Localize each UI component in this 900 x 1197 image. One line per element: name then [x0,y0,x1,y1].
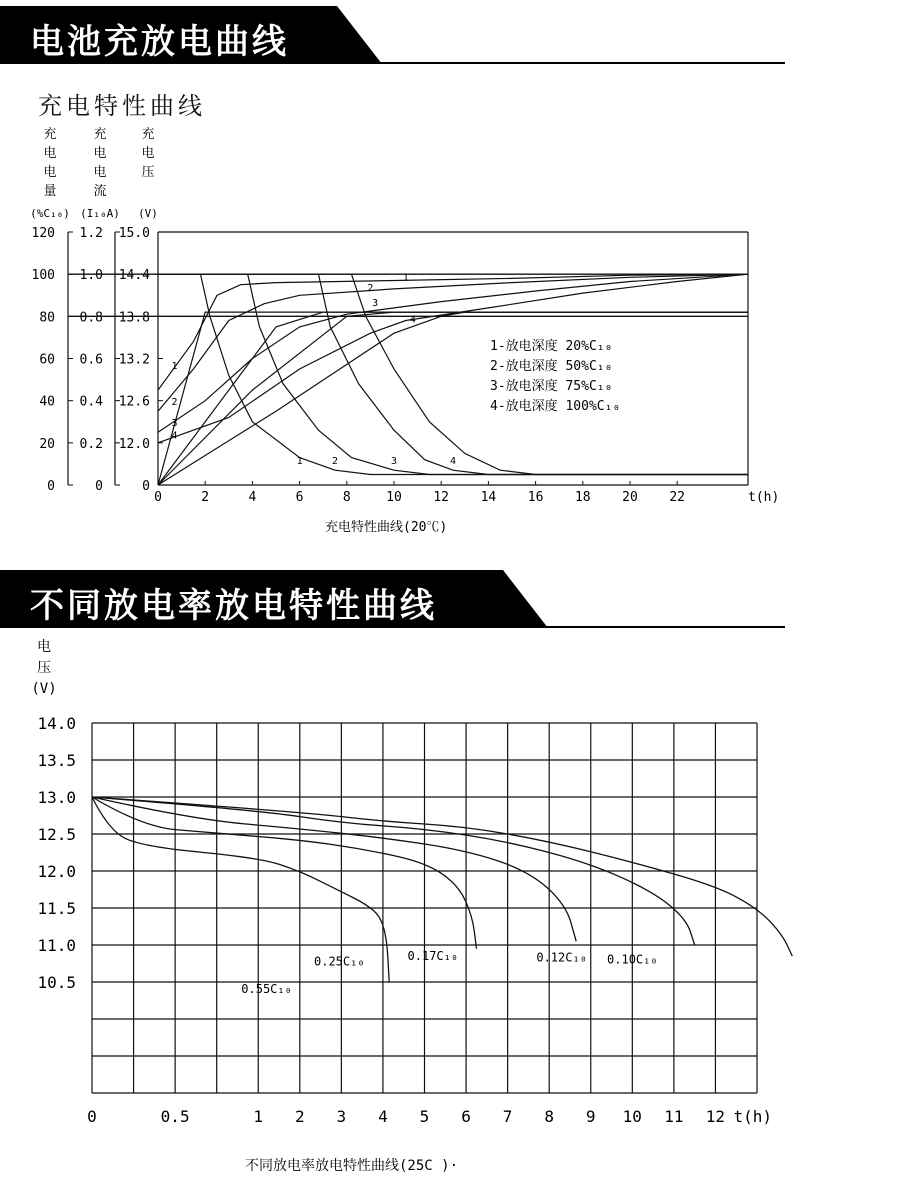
y-tick-label: 0.4 [79,394,103,410]
axis-header-char: 流 [93,184,107,199]
y-tick-label: 12.5 [37,825,76,844]
x-tick-label: 4 [248,490,257,505]
y-tick-label: 100 [31,268,55,284]
x-tick-label: 2 [201,490,210,505]
voltage-curve-4 [158,274,748,443]
x-tick-label: 10 [622,1107,642,1126]
x-tick-label: 11 [664,1107,684,1126]
axis-header-char: 充 [141,127,155,142]
discharge-chart [0,630,900,1185]
x-tick-label: 16 [527,490,544,505]
discharge-curve-4 [92,797,792,956]
y-tick-label: 15.0 [118,226,150,241]
x-tick-label: 2 [294,1107,305,1126]
axis-header-char: 电 [43,146,57,161]
axis-header-char: 充 [43,127,57,142]
x-tick-label: 8 [544,1107,555,1126]
section-banner-discharge [0,570,785,628]
section-title-discharge: 不同放电率放电特性曲线 [30,586,437,626]
axis-header-char: 充 [93,127,107,142]
voltage-curve-label: 3 [372,297,379,309]
discharge-curve-label: 0.12C₁₀ [536,950,587,965]
current-curve-2 [158,274,748,474]
discharge-curve-label: 0.10C₁₀ [607,952,658,967]
charge-chart-title: 充电特性曲线 [38,92,206,120]
discharge-curve-1 [92,797,477,949]
x-tick-label: 10 [386,490,402,505]
legend-entry: 4-放电深度 100%C₁₀ [490,399,621,414]
y-tick-label: 11.5 [37,899,76,918]
x-tick-label: 14 [480,490,497,505]
y-axis-label-char: 压 [37,660,51,676]
y-tick-label: 0 [47,479,55,494]
voltage-curve-label: 2 [367,283,374,295]
voltage-curve-2 [158,274,748,411]
axis-header-unit: (I₁₀A) [80,207,120,220]
y-tick-label: 60 [39,352,55,368]
legend-entry: 1-放电深度 20%C₁₀ [490,339,613,354]
y-tick-label: 14.4 [118,268,150,284]
y-tick-label: 13.8 [118,310,150,326]
discharge-curve-label: 0.55C₁₀ [241,982,292,997]
x-tick-label: 6 [295,490,304,505]
legend-entry: 2-放电深度 50%C₁₀ [490,359,613,374]
section-title-charge: 电池充放电曲线 [30,22,289,62]
y-tick-label: 0 [95,479,103,494]
y-tick-label: 13.2 [118,352,150,368]
voltage-curve-3 [158,274,748,432]
y-tick-label: 1.0 [79,268,103,284]
legend-entry: 3-放电深度 75%C₁₀ [490,379,613,394]
current-curve-1 [158,274,748,474]
y-tick-label: 0.2 [79,436,103,452]
y-tick-label: 14.0 [37,714,76,733]
x-tick-label: t(h) [733,1107,772,1126]
y-tick-label: 11.0 [37,936,76,955]
y-tick-label: 0.8 [79,310,103,326]
y-tick-label: 1.2 [79,226,103,241]
start-curve-label: 4 [171,430,178,442]
x-tick-label: 0.5 [160,1107,190,1126]
x-tick-label: 0 [87,1107,97,1126]
x-tick-label: 1 [253,1107,264,1126]
charge-chart [0,120,900,540]
x-tick-label: 6 [461,1107,471,1126]
current-curve-label: 1 [296,455,303,467]
y-tick-label: 13.5 [37,751,76,770]
x-axis-label: t(h) [748,490,780,505]
start-curve-label: 2 [171,396,178,408]
y-axis-label-char: (V) [31,681,57,697]
x-tick-label: 12 [705,1107,726,1126]
x-tick-label: 5 [419,1107,430,1126]
axis-header-char: 电 [93,146,107,161]
axis-header-unit: (%C₁₀) [30,207,70,220]
axis-header-unit: (V) [138,207,158,220]
x-tick-label: 7 [502,1107,513,1126]
y-tick-label: 12.0 [118,436,150,452]
y-axis-label-char: 电 [37,639,51,655]
axis-header-char: 电 [43,165,57,180]
y-tick-label: 0 [142,479,150,494]
y-tick-label: 10.5 [37,973,76,992]
x-tick-label: 8 [342,490,351,505]
current-curve-4 [158,274,748,474]
y-tick-label: 20 [39,436,55,452]
x-tick-label: 18 [574,490,591,505]
voltage-curve-1 [158,274,748,390]
section-banner-charge [0,6,785,64]
discharge-curve-label: 0.25C₁₀ [314,954,365,969]
x-tick-label: 20 [622,490,638,505]
start-curve-label: 3 [171,417,178,429]
y-tick-label: 0.6 [79,352,103,368]
axis-header-char: 电 [141,146,155,161]
charge-chart-caption: 充电特性曲线(20℃) [325,520,448,535]
discharge-chart-caption: 不同放电率放电特性曲线(25C )· [245,1158,459,1174]
x-tick-label: 12 [433,490,450,505]
y-tick-label: 12.6 [118,394,150,410]
x-tick-label: 3 [336,1107,347,1126]
discharge-curve-2 [92,797,576,941]
current-curve-3 [158,274,748,474]
voltage-curve-label: 4 [409,314,416,326]
discharge-curve-label: 0.17C₁₀ [407,948,459,963]
y-tick-label: 12.0 [37,862,76,881]
axis-header-char: 压 [141,165,155,180]
current-curve-label: 4 [449,455,457,467]
y-tick-label: 13.0 [37,788,76,807]
voltage-curve-label: 1 [402,272,409,284]
x-tick-label: 0 [154,490,162,505]
x-tick-label: 9 [585,1107,596,1126]
axis-header-char: 电 [93,165,107,180]
start-curve-label: 1 [171,361,178,373]
current-curve-label: 2 [331,455,339,467]
y-tick-label: 120 [31,226,55,241]
current-curve-label: 3 [390,455,398,467]
axis-header-char: 量 [43,184,57,199]
y-tick-label: 80 [39,310,55,326]
x-tick-label: 4 [378,1107,388,1126]
x-tick-label: 22 [669,490,686,505]
y-tick-label: 40 [39,394,55,410]
